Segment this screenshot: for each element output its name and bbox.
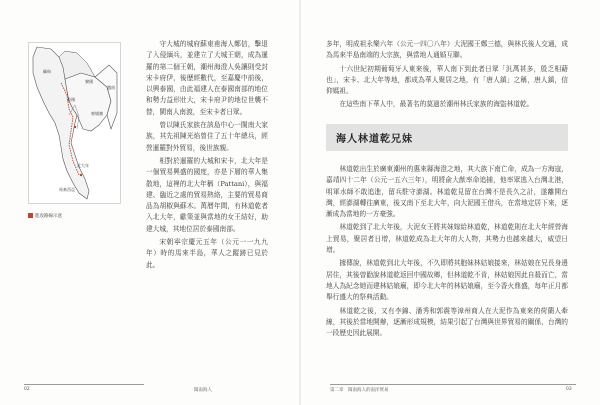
section-title: 海人林道乾兄妹	[336, 134, 413, 145]
left-running-head: 閩南海人	[194, 388, 212, 393]
map-label-pattani: 北大年	[77, 163, 89, 168]
book-gutter	[299, 0, 301, 405]
left-paragraph-3: 相對於暹羅的大城和宋卡，北大年是一個貿易興盛的國度，亦是下層的華人集散地，這裡的北大年稱（Pattani），與福建、臨近之處的貿易熱絡，主要的貿易商品為胡椒與蘇木。萬曆年間，有林道乾者入北大年，獻策並與當地的女王結好，助建大城，其地位居於泰國南部。	[146, 156, 268, 233]
map-caption	[28, 213, 148, 220]
left-page-number: 02	[24, 387, 30, 392]
right-paragraph-7: 林道乾之後，又有李錦、潘秀和郭震等漳州商人在大泥作為東來的荷蘭人牽線，其後於當地開辦，逐漸形成規模，結果引起了台灣與世界貿易的關係，台灣的一段歷史因此展開。	[326, 306, 568, 338]
map-caption-text: 進攻路線示意	[35, 214, 62, 219]
right-page-bottom-body	[326, 164, 568, 339]
right-page-number: 03	[566, 387, 572, 392]
right-page-top-body	[326, 39, 568, 111]
section-heading	[326, 124, 568, 152]
right-running-head: 第二章 閩南海人的南洋貿易	[330, 388, 389, 393]
caption-marker-icon	[28, 213, 33, 218]
map-label-myanmar: 緬甸	[43, 69, 51, 74]
left-paragraph-1: 守大城的城府蘇東甫海人鄭信，擊退了入侵緬兵，並建立了大城王朝，成為暹羅的第二個王朝，潮州海澄人吳讓則受封宋卡府伊，後歷經數代，至嘉慶中前後，以興泰國，由此福建人在泰國南部的地位和勢力益形壯大，宋卡府尹的地位世襲不替，閩南人南渡，至宋卡者日眾。	[146, 40, 268, 116]
right-paragraph-2: 十六世紀初期葡萄牙人東來後，華人南下到此者日眾「汎萬甚多，殷乏相藉也」，宋卡、北大年等地，都成為華人聚居之地，有「唐人鎮」之稱，唐人鎮，信仰媽祖。	[326, 64, 568, 96]
map-label-cambodia: 柬埔寨	[91, 111, 103, 116]
right-paragraph-6: 據傳說，林道乾到北大年後，不久即將其胞妹林姑娘接來，林姑娘在兄長身邊居住，其後曾勸說林道乾返回中國故鄉，但林道乾不肯，林姑娘因此自殺而亡，當地人為紀念她而建林姑娘廟，即今北大年的林姑娘廟，至今香火鼎盛，每年正月都舉行盛大的祭典活動。	[326, 259, 568, 302]
left-paragraph-4: 宋朝寧宗慶元五年（公元一一九九年）時的馬來半島，華人之蹤跡已見於此。	[146, 238, 268, 269]
right-paragraph-3: 在這些南下華人中，最著名的莫過於潮州林氏家族的海盜林道乾。	[339, 100, 534, 109]
left-paragraph-2: 曾以陳氏家族在該島中心一閩南大家族，其先祖陳光焰曾住了五十年總兵，經營暹羅對外貿易，後世族親。	[146, 121, 268, 152]
southeast-asia-map	[29, 43, 120, 203]
map-label-laos: 寮國	[85, 79, 93, 84]
right-footer-rule	[330, 384, 576, 385]
map-label-vietnam: 越南	[107, 85, 115, 90]
right-paragraph-1: 多年，明成祖永樂六年（公元一四〇八年）大泥國王鄭三德，與林氏後人交通，成為馬來半島南端的大宗族，與當地人通婚互聯。	[326, 40, 568, 60]
map-label-thailand: 泰國	[67, 97, 75, 102]
map-label-malaysia: 馬來西亞	[59, 187, 75, 192]
left-page-body	[146, 39, 268, 271]
map-figure	[28, 42, 121, 204]
left-footer-rule	[24, 384, 144, 385]
right-paragraph-5: 林道乾到了北大年後，大泥女王將其妹嫁給林道乾，林道乾則在北大年經營海上貿易，聚居者日增，林道乾成為北大年的大人物，其勢力也越來越大，威望日增。	[326, 223, 568, 255]
right-paragraph-4: 林道乾出生於廣東潮州的惠來縣海澄之地，其大族下南亡命，成為一方海寇，嘉靖四十二年（公元一五六三年），明將俞大猷率命追捕，他率眾逃入台灣北港，明軍水師不敢追進，留兵駐守澎湖。林道乾見留在台灣不是長久之計，遂離開台灣，經澎湖轉往廣東，後又南下至北大年，向大泥國王借兵，在當地定居下來，逐漸成為當地的一方豪強。	[326, 165, 568, 219]
